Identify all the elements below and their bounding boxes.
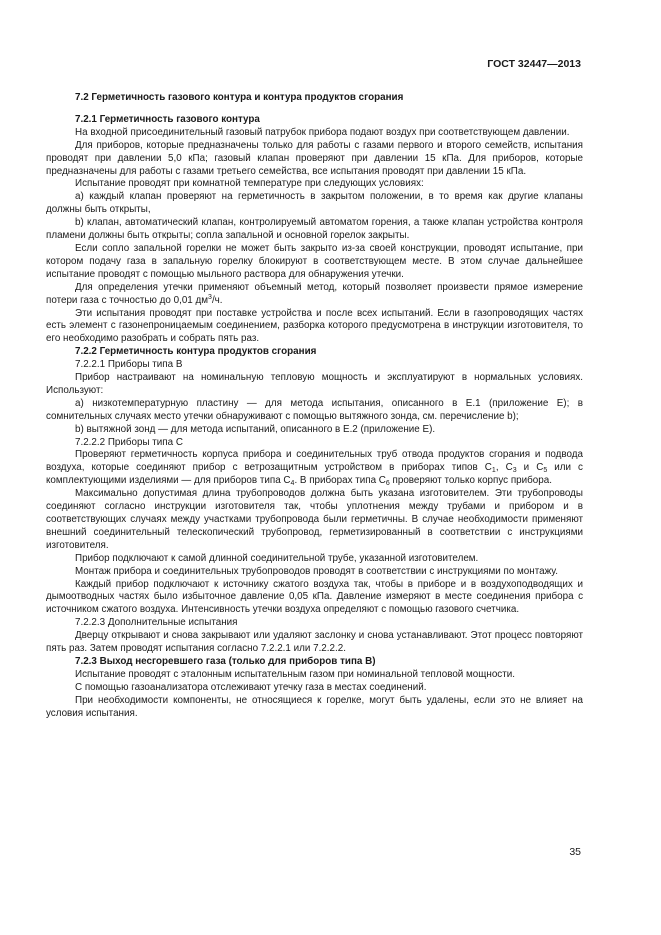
section-heading-7-2: 7.2 Герметичность газового контура и контура продуктов сгорания [75, 92, 404, 103]
list-item-b: b) клапан, автоматический клапан, контролируемый автоматом горения, а также клапан устройства контроля пламени должны быть открыты; сопла запальной и основной горелок закрыты. [46, 217, 583, 242]
section-heading-7-2-1: 7.2.1 Герметичность газового контура [75, 113, 260, 125]
paragraph: На входной присоединительный газовый патрубок прибора подают воздух при соответствующем давлении. [75, 126, 570, 138]
paragraph: Для приборов, которые предназначены только для работы с газами первого и второго семейств, испытания проводят при давлении 5,0 кПа; газовый клапан проверяют при давлении 15 кПа. Для приборов, которые предназначены для работы с газами третьего семейства, все испытания проводят при давлении 15 кПа. [46, 139, 583, 177]
paragraph: Монтаж прибора и соединительных трубопроводов проводят в соответствии с инструкциями по монтажу. [75, 565, 558, 577]
section-heading-7-2-3: 7.2.3 Выход несгоревшего газа (только для приборов типа В) [75, 655, 376, 667]
paragraph-leak-measurement: Для определения утечки применяют объемный метод, который позволяет произвести прямое измерение потери газа с точностью до 0,01 $дм^3/ч$. [46, 281, 583, 306]
paragraph: Каждый прибор подключают к источнику сжатого воздуха так, чтобы в приборе и в воздухоподводящих и дымоотводных частях было избыточное давление 0,05 кПа. Давление измеряют в месте соединения прибора с источником сжатого воздуха. Интенсивность утечки воздуха определяют с помощью газового счетчика. [46, 578, 583, 616]
list-item-b: b) вытяжной зонд — для метода испытаний, описанного в Е.2 (приложение Е). [75, 423, 436, 435]
document-body [46, 92, 583, 721]
subsection-heading-7-2-2-3: 7.2.2.3 Дополнительные испытания [75, 617, 238, 629]
paragraph: Прибор настраивают на номинальную тепловую мощность и эксплуатируют в нормальных условиях. Используют: [46, 372, 583, 396]
subsection-heading-7-2-2-1: 7.2.2.1 Приборы типа В [75, 359, 183, 371]
paragraph: Испытание проводят с эталонным испытательным газом при номинальной тепловой мощности. [75, 668, 515, 680]
page-number: 35 [569, 846, 581, 858]
list-item-a: а) каждый клапан проверяют на герметичность в закрытом положении, в то время как другие клапаны должны быть открыты, [46, 191, 583, 216]
paragraph: Прибор подключают к самой длинной соединительной трубе, указанной изготовителем. [75, 552, 479, 564]
paragraph: Максимально допустимая длина трубопроводов должна быть указана изготовителем. Эти трубопроводы соединяют согласно инструкции изготовителя так, чтобы уплотнения между трубами и прибором и в соответствующих случаях между участками трубопровода были герметичны. В случае необходимости применяют внешний соединительный телескопический трубопровод, герметизированный в соответствии с инструкциями изготовителя. [46, 488, 583, 551]
section-heading-7-2-2: 7.2.2 Герметичность контура продуктов сгорания [75, 346, 317, 358]
paragraph-type-c-appliances: Проверяют герметичность корпуса прибора и соединительных труб отвода продуктов сгорания и подвода воздуха, которые соединяют прибор с ветрозащитным устройством в приборах типов $С_1$, $С_3$ и $С_5$ или с комплектующими изделиями — для приборов типа $С_4$. В приборах типа $С_6$ проверяют только корпус прибора. [46, 449, 583, 488]
paragraph: Испытание проводят при комнатной температуре при следующих условиях: [75, 178, 424, 190]
subsection-heading-7-2-2-2: 7.2.2.2 Приборы типа С [75, 436, 183, 448]
paragraph: Если сопло запальной горелки не может быть закрыто из-за своей конструкции, проводят испытание, при котором подачу газа в запальную горелку блокируют в соответствующем месте. В этом случае дальнейшее испытание проводят с помощью мыльного раствора для обнаружения утечки. [46, 242, 583, 280]
paragraph: При необходимости компоненты, не относящиеся к горелке, могут быть удалены, если это не влияет на условия испытания. [46, 694, 583, 719]
list-item-a: а) низкотемпературную пластину — для метода испытания, описанного в Е.1 (приложение Е); в сомнительных случаях место утечки обнаруживают с помощью вытяжного зонда, см. перечисление b); [46, 397, 583, 422]
paragraph: Дверцу открывают и снова закрывают или удаляют заслонку и снова устанавливают. Этот процесс повторяют пять раз. Затем проводят испытания согласно 7.2.2.1 или 7.2.2.2. [46, 630, 583, 655]
standard-number: ГОСТ 32447—2013 [487, 58, 581, 70]
paragraph: Эти испытания проводят при поставке устройства и после всех испытаний. Если в газопроводящих частях есть элемент с газонепроницаемым соединением, разборка которого предусмотрена в инструкции изготовителя, то его необходимо разобрать и собрать пять раз. [46, 307, 583, 345]
paragraph: С помощью газоанализатора отслеживают утечку газа в местах соединений. [75, 681, 427, 693]
